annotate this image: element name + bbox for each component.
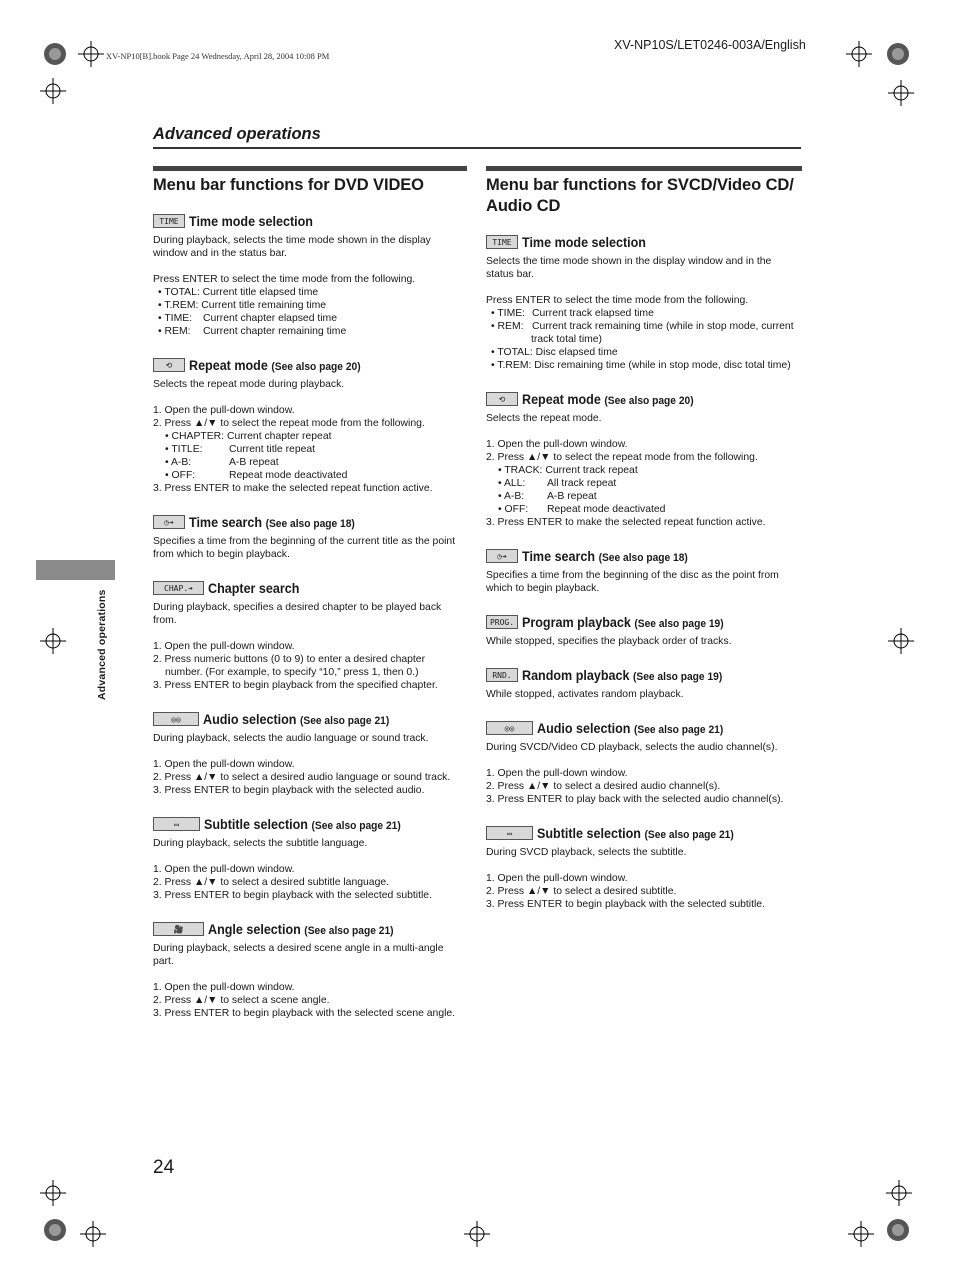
body-text: Specifies a time from the beginning of the current title as the point [153, 536, 456, 547]
list-value: Current title repeat [229, 444, 316, 455]
subtitle-icon: ▭ [486, 826, 533, 840]
list-value: All track repeat [547, 478, 617, 489]
body-text: from. [153, 615, 177, 626]
step: 3. Press ENTER to begin playback with the selected subtitle. [153, 890, 432, 901]
list-value: Current track remaining time (while in stop mode, current [532, 321, 794, 332]
registration-mark-icon [40, 78, 66, 104]
section-heading-text: Program playback [522, 614, 631, 630]
body-text: During playback, selects the time mode shown in the display [153, 235, 431, 246]
section-heading-text: Audio selection [203, 711, 297, 727]
see-also: (See also page 21) [633, 723, 724, 736]
list-key: • OFF: [498, 504, 529, 515]
section-heading [189, 358, 361, 373]
right-column [486, 166, 802, 929]
see-also: (See also page 20) [271, 360, 361, 373]
body-text: Selects the time mode shown in the display window and in the [486, 256, 772, 267]
step: 1. Open the pull-down window. [486, 439, 628, 450]
see-also: (See also page 21) [304, 924, 394, 937]
list-item [486, 503, 802, 516]
body-text: During playback, specifies a desired chapter to be played back [153, 602, 442, 613]
left-column [153, 166, 467, 1038]
list-item: track total time) [531, 334, 603, 345]
section-heading-text: Time search [189, 514, 263, 530]
repeat-icon: ⟲ [486, 392, 518, 406]
side-label: Advanced operations [96, 589, 108, 700]
section-heading-text: Subtitle selection [204, 816, 308, 832]
step: 2. Press ▲/▼ to select the repeat mode from the following. [153, 418, 425, 429]
list-value: Current track elapsed time [532, 308, 654, 319]
list-item: • TRACK: Current track repeat [498, 465, 638, 476]
clock-arrow-icon: ◷➔ [486, 549, 518, 563]
list-key: • OFF: [165, 470, 196, 481]
list-key: • REM: [491, 321, 524, 332]
see-also: (See also page 21) [299, 714, 390, 727]
step: 2. Press numeric buttons (0 to 9) to enter a desired chapter [153, 654, 426, 665]
section-heading [522, 392, 694, 407]
see-also: (See also page 19) [634, 617, 724, 630]
list-item: • T.REM: Current title remaining time [158, 300, 327, 311]
step: 1. Open the pull-down window. [153, 759, 295, 770]
registration-mark-icon [80, 1221, 106, 1247]
list-key: • A-B: [498, 491, 525, 502]
section-heading [204, 817, 401, 832]
list-value: Current chapter elapsed time [203, 313, 337, 324]
see-also: (See also page 21) [311, 819, 401, 832]
section-heading [537, 826, 734, 841]
repeat-mode-section [486, 390, 802, 529]
registration-mark-icon [846, 41, 872, 67]
see-also: (See also page 19) [632, 670, 723, 683]
step: 3. Press ENTER to make the selected repeat function active. [486, 517, 766, 528]
subtitle-section [153, 815, 467, 902]
page-number: 24 [153, 1157, 175, 1178]
body-text: During SVCD playback, selects the subtitle. [486, 847, 687, 858]
list-item: • TOTAL: Disc elapsed time [491, 347, 618, 358]
list-item: • CHAPTER: Current chapter repeat [165, 431, 332, 442]
registration-mark-icon [40, 628, 66, 654]
body-text: Press ENTER to select the time mode from the following. [153, 274, 416, 285]
list-item: • TOTAL: Current title elapsed time [158, 287, 319, 298]
side-tab [36, 560, 115, 580]
body-text: Selects the repeat mode. [486, 413, 602, 424]
body-text: window and in the status bar. [153, 248, 288, 259]
chapter-icon-text: CHAP. [164, 583, 189, 593]
body-text: from which to begin playback. [153, 549, 290, 560]
camera-icon: 🎥 [153, 922, 204, 936]
repeat-mode-section [153, 356, 467, 495]
body-text: During playback, selects a desired scene angle in a multi-angle [153, 943, 444, 954]
list-item [486, 477, 802, 490]
registration-mark-icon [885, 41, 911, 67]
section-title: Advanced operations [153, 125, 321, 143]
step: 2. Press ▲/▼ to select a scene angle. [153, 995, 330, 1006]
body-text: While stopped, specifies the playback order of tracks. [486, 636, 732, 647]
list-item [153, 443, 467, 456]
list-value: A-B repeat [229, 457, 279, 468]
chapter-search-section [153, 579, 467, 692]
registration-mark-icon [78, 41, 104, 67]
time-mode-section [486, 233, 802, 372]
section-heading-text: Angle selection [208, 921, 301, 937]
see-also: (See also page 20) [604, 394, 694, 407]
program-icon: PROG. [486, 615, 518, 629]
registration-mark-icon [42, 41, 68, 67]
audio-icon: ◎◎ [486, 721, 533, 735]
section-heading [208, 922, 394, 937]
section-heading-text: Subtitle selection [537, 825, 641, 841]
list-item [486, 320, 802, 333]
column-rule [153, 166, 467, 171]
column-rule [486, 166, 802, 171]
list-key: • TIME: [491, 308, 526, 319]
section-heading: Time mode selection [522, 234, 646, 250]
list-key: • TIME: [158, 313, 193, 324]
step: 1. Open the pull-down window. [486, 768, 628, 779]
list-key: • TITLE: [165, 444, 203, 455]
body-text: Selects the repeat mode during playback. [153, 379, 345, 390]
section-heading-text: Random playback [522, 667, 630, 683]
right-title [486, 175, 802, 217]
list-value: Repeat mode deactivated [547, 504, 666, 515]
registration-mark-icon [885, 1217, 911, 1243]
step: 3. Press ENTER to make the selected repeat function active. [153, 483, 433, 494]
section-heading [537, 721, 723, 736]
time-search-section [486, 547, 802, 595]
model-code: XV-NP10S/LET0246-003A/English [614, 38, 806, 52]
section-heading: Chapter search [208, 580, 300, 596]
step: 1. Open the pull-down window. [486, 873, 628, 884]
section-heading [522, 615, 724, 630]
body-text: During playback, selects the audio language or sound track. [153, 733, 429, 744]
section-heading [522, 549, 688, 564]
left-title: Menu bar functions for DVD VIDEO [153, 176, 424, 194]
section-heading: Time mode selection [189, 213, 313, 229]
registration-mark-icon [888, 80, 914, 106]
step: number. (For example, to specify “10,” press 1, then 0.) [165, 667, 419, 678]
audio-section [153, 710, 467, 797]
step: 1. Open the pull-down window. [153, 864, 295, 875]
list-value: Repeat mode deactivated [229, 470, 348, 481]
registration-mark-icon [888, 628, 914, 654]
time-mode-section [153, 212, 467, 338]
subtitle-section [486, 824, 802, 911]
list-item [486, 490, 802, 503]
list-value: A-B repeat [547, 491, 597, 502]
see-also: (See also page 18) [265, 517, 355, 530]
step: 1. Open the pull-down window. [153, 982, 295, 993]
time-icon: TIME [486, 235, 518, 249]
step: 3. Press ENTER to play back with the selected audio channel(s). [486, 794, 784, 805]
section-heading [522, 668, 722, 683]
book-info: XV-NP10[B].book Page 24 Wednesday, April 28, 2004 10:08 PM [106, 51, 330, 61]
registration-mark-icon [886, 1180, 912, 1206]
list-key: • REM: [158, 326, 191, 337]
step: 2. Press ▲/▼ to select the repeat mode from the following. [486, 452, 758, 463]
angle-section [153, 920, 467, 1020]
body-text: Press ENTER to select the time mode from the following. [486, 295, 749, 306]
list-item [153, 312, 467, 325]
registration-mark-icon [848, 1221, 874, 1247]
list-item [486, 307, 802, 320]
subtitle-icon: ▭ [153, 817, 200, 831]
body-text: While stopped, activates random playback. [486, 689, 684, 700]
section-heading-text: Repeat mode [522, 391, 601, 407]
body-text: status bar. [486, 269, 534, 280]
list-item: • T.REM: Disc remaining time (while in stop mode, disc total time) [491, 360, 791, 371]
random-icon: RND. [486, 668, 518, 682]
step: 2. Press ▲/▼ to select a desired audio language or sound track. [153, 772, 451, 783]
clock-arrow-icon: ◷➔ [153, 515, 185, 529]
audio-section [486, 719, 802, 806]
list-item [153, 456, 467, 469]
list-item [153, 325, 467, 338]
body-text: During playback, selects the subtitle language. [153, 838, 368, 849]
list-key: • A-B: [165, 457, 192, 468]
registration-mark-icon [40, 1180, 66, 1206]
step: 1. Open the pull-down window. [153, 641, 295, 652]
section-heading [203, 712, 389, 727]
right-title-line2: Audio CD [486, 197, 561, 215]
step: 3. Press ENTER to begin playback with the selected subtitle. [486, 899, 765, 910]
registration-mark-icon [464, 1221, 490, 1247]
section-heading-text: Time search [522, 548, 596, 564]
section-heading-text: Audio selection [537, 720, 631, 736]
registration-mark-icon [42, 1217, 68, 1243]
right-title-line1: Menu bar functions for SVCD/Video CD/ [486, 176, 794, 194]
step: 2. Press ▲/▼ to select a desired audio channel(s). [486, 781, 721, 792]
chapter-icon: CHAP. ➔ [153, 581, 204, 595]
step: 3. Press ENTER to begin playback with the selected audio. [153, 785, 425, 796]
time-icon: TIME [153, 214, 185, 228]
random-section [486, 666, 802, 701]
header-divider [153, 147, 801, 149]
list-value: Current chapter remaining time [203, 326, 347, 337]
see-also: (See also page 18) [598, 551, 688, 564]
step: 2. Press ▲/▼ to select a desired subtitle. [486, 886, 677, 897]
body-text: During SVCD/Video CD playback, selects the audio channel(s). [486, 742, 778, 753]
audio-icon: ◎◎ [153, 712, 199, 726]
body-text: Specifies a time from the beginning of the disc as the point from [486, 570, 779, 581]
list-item [153, 469, 467, 482]
body-text: part. [153, 956, 174, 967]
program-section [486, 613, 802, 648]
section-heading [189, 515, 355, 530]
step: 2. Press ▲/▼ to select a desired subtitle language. [153, 877, 390, 888]
list-key: • ALL: [498, 478, 526, 489]
body-text: which to begin playback. [486, 583, 600, 594]
repeat-icon: ⟲ [153, 358, 185, 372]
time-search-section [153, 513, 467, 561]
step: 3. Press ENTER to begin playback with the selected scene angle. [153, 1008, 456, 1019]
see-also: (See also page 21) [644, 828, 734, 841]
section-heading-text: Repeat mode [189, 357, 268, 373]
step: 3. Press ENTER to begin playback from the specified chapter. [153, 680, 438, 691]
step: 1. Open the pull-down window. [153, 405, 295, 416]
